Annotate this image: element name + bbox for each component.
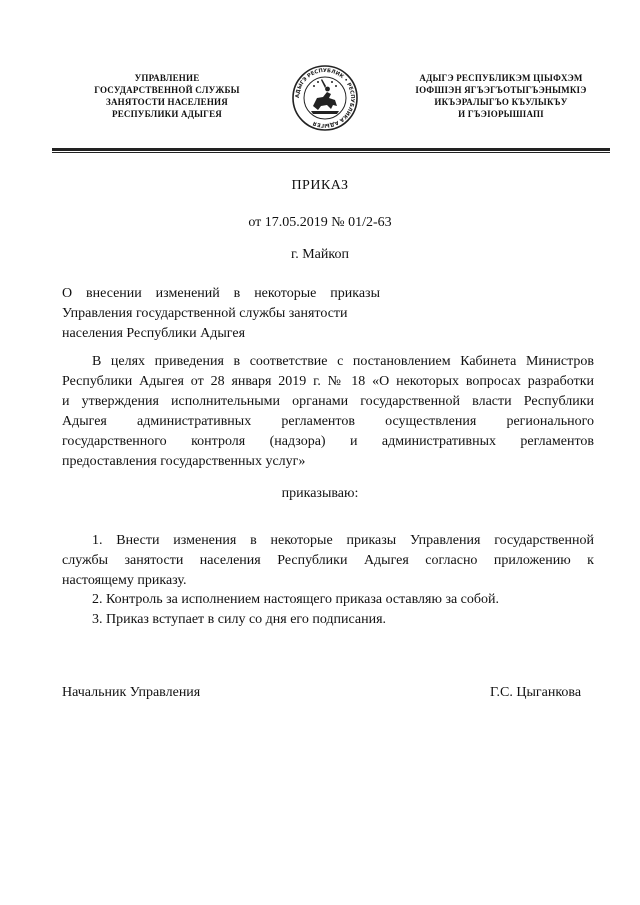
header-divider-thick [52,148,610,151]
header-right-org-name [392,72,610,120]
order-word: приказываю: [281,486,359,501]
item-line: 1. Внести изменения в некоторые приказы Управления государственной [92,533,594,548]
signature-position: Начальник Управления [62,685,201,700]
document-city: г. Майкоп [291,247,349,262]
header-right-line: АДЫГЭ РЕСПУБЛИКЭМ ЦIЫФХЭМ [419,73,583,83]
preamble-line: государственного контроля (надзора) и административных регламентов [62,434,594,449]
item-line: 2. Контроль за исполнением настоящего приказа оставляю за собой. [92,592,500,607]
preamble-line: В целях приведения в соответствие с постановлением Кабинета Министров [92,354,594,369]
signature-name: Г.С. Цыганкова [490,685,582,700]
document-subject [62,284,380,344]
preamble-line: предоставления государственных услуг» [62,454,306,469]
header-left-line: ЗАНЯТОСТИ НАСЕЛЕНИЯ [106,97,228,107]
item-line: службы занятости населения Республики Адыгея согласно приложению к [62,553,594,568]
header-left-org-name [56,72,278,120]
header-right-line: ИКЪЭРАЛЫГЪО КЪУЛЫКЪУ [434,97,568,107]
preamble-line: Республики Адыгея от 28 января 2019 г. № 18 «О некоторых вопросах разработки [62,374,594,389]
item-line: 3. Приказ вступает в силу со дня его подписания. [92,612,387,627]
preamble-line: Адыгея административных регламентов осуществления регионального [62,414,594,429]
header-left-line: РЕСПУБЛИКИ АДЫГЕЯ [112,109,222,119]
subject-line: населения Республики Адыгея [62,326,246,341]
header-right-line: IОФШIЭН ЯГЪЭГЪОТЫГЪЭНЫМКIЭ [415,85,587,95]
emblem-ring-text: АДЫГЭ РЕСПУБЛИК • РЕСПУБЛИКА АДЫГЕЯ [294,67,356,129]
header-left-line: ГОСУДАРСТВЕННОЙ СЛУЖБЫ [94,85,240,95]
coat-of-arms-icon [291,64,359,132]
header-right-line: И ГЪЭIОРЫШIАПI [458,109,544,119]
item-line: настоящему приказу. [62,573,187,588]
order-item-3 [62,610,594,630]
order-item-1 [62,531,594,591]
preamble-paragraph [62,352,594,472]
header-divider-thin [52,152,610,153]
preamble-line: и утверждения исполнительными органами государственной власти Республики [62,394,594,409]
header-left-line: УПРАВЛЕНИЕ [134,73,200,83]
subject-line: О внесении изменений в некоторые приказы [62,286,380,301]
order-item-2 [62,590,594,610]
document-date-number: от 17.05.2019 № 01/2-63 [248,215,392,230]
document-title: ПРИКАЗ [291,178,349,193]
subject-line: Управления государственной службы занятости [62,306,348,321]
